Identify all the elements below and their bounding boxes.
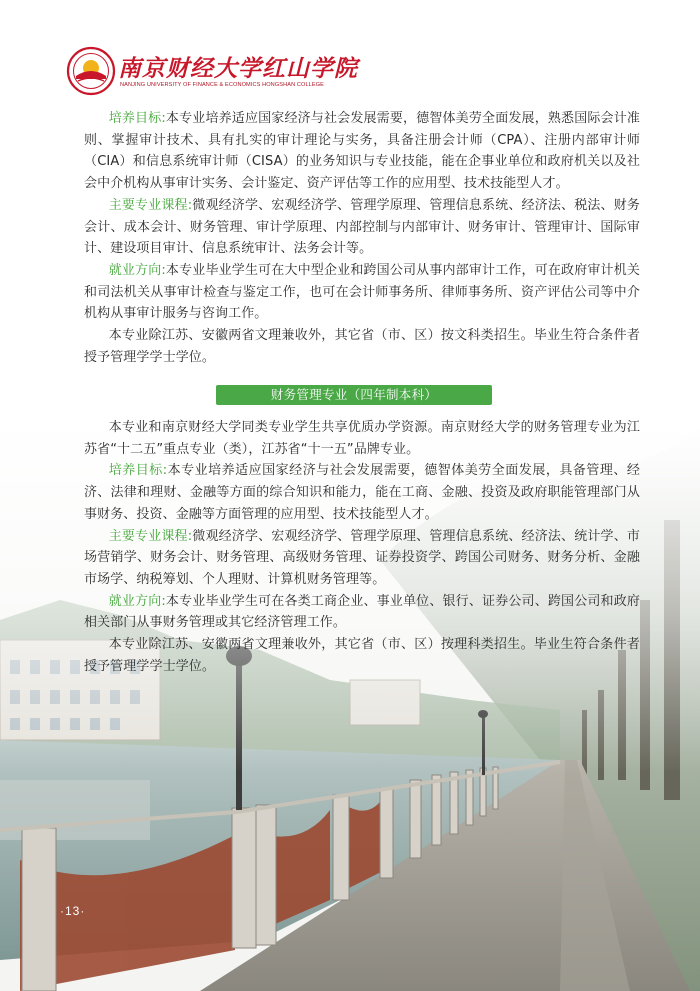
financial-management-section: [84, 417, 640, 677]
paragraph-label: 主要专业课程:: [108, 528, 193, 544]
paragraph-text: 本专业培养适应国家经济与社会发展需要，德智体美劳全面发展，熟悉国际会计准则、掌握审计技术、具有扎实的审计理论与实务，具备注册会计师（CPA）、注册内部审计师（CIA）和信息系统审计师（CISA）的业务知识与专业技能，能在企事业单位和政府机关以及社会中介机构从事审计实务、会计鉴定、资产评估等工作的应用型、技术技能型人才。: [84, 111, 640, 192]
main-courses-paragraph: [84, 195, 640, 260]
paragraph-text: 本专业毕业学生可在大中型企业和跨国公司从事内部审计工作，可在政府审计机关和司法机关从事审计检查与鉴定工作，也可在会计师事务所、律师事务所、资产评估公司等中介机构从事审计服务与咨询工作。: [84, 262, 640, 322]
paragraph-text: 本专业培养适应国家经济与社会发展需要，德智体美劳全面发展，具备管理、经济、法律和理财、金融等方面的综合知识和能力，能在工商、金融、投资及政府职能管理部门从事财务、投资、金融等方面管理的应用型、技术技能型人才。: [84, 463, 640, 522]
intro-paragraph: [84, 417, 640, 460]
college-name-chinese: 南京财经大学红山学院: [118, 55, 358, 82]
enrollment-note-paragraph: [84, 634, 640, 677]
enrollment-note-paragraph: [84, 325, 640, 368]
paragraph-label: 培养目标:: [108, 463, 168, 479]
audit-major-section: [84, 108, 640, 368]
paragraph-label: 主要专业课程:: [108, 197, 193, 213]
paragraph-text: 微观经济学、宏观经济学、管理学原理、管理信息系统、经济法、税法、财务会计、成本会计、财务管理、审计学原理、内部控制与内部审计、财务审计、管理审计、国际审计、建设项目审计、信息系统审计、法务会计等。: [84, 197, 640, 257]
page-number: ·13·: [60, 904, 86, 918]
paragraph-label: 就业方向:: [108, 262, 166, 278]
paragraph-text: 本专业毕业学生可在各类工商企业、事业单位、银行、证券公司、跨国公司和政府相关部门从事财务管理或其它经济管理工作。: [84, 593, 640, 631]
major-title-banner: 财务管理专业（四年制本科）: [216, 385, 492, 405]
college-name-english: NANJING UNIVERSITY OF FINANCE & ECONOMICS HONGSHAN COLLEGE: [120, 82, 324, 88]
paragraph-text: 本专业除江苏、安徽两省文理兼收外，其它省（市、区）按文科类招生。毕业生符合条件者授予管理学学士学位。: [84, 328, 640, 365]
paragraph-text: 微观经济学、宏观经济学、管理学原理、管理信息系统、经济法、统计学、市场营销学、财务会计、财务管理、高级财务管理、证券投资学、跨国公司财务、财务分析、金融市场学、纳税筹划、个人理财、计算机财务管理等。: [84, 528, 640, 587]
paragraph-label: 就业方向:: [108, 593, 166, 609]
paragraph-text: 本专业除江苏、安徽两省文理兼收外，其它省（市、区）按理科类招生。毕业生符合条件者授予管理学学士学位。: [84, 637, 640, 674]
paragraph-label: 培养目标:: [108, 111, 166, 126]
employment-direction-paragraph: [84, 260, 640, 325]
employment-direction-paragraph: [84, 591, 640, 634]
training-goal-paragraph: [84, 108, 640, 195]
college-emblem-icon: [66, 46, 116, 96]
paragraph-text: 本专业和南京财经大学同类专业学生共享优质办学资源。南京财经大学的财务管理专业为江苏省“十二五”重点专业（类），江苏省“十一五”品牌专业。: [84, 420, 640, 457]
training-goal-paragraph: [84, 460, 640, 525]
main-courses-paragraph: [84, 526, 640, 591]
